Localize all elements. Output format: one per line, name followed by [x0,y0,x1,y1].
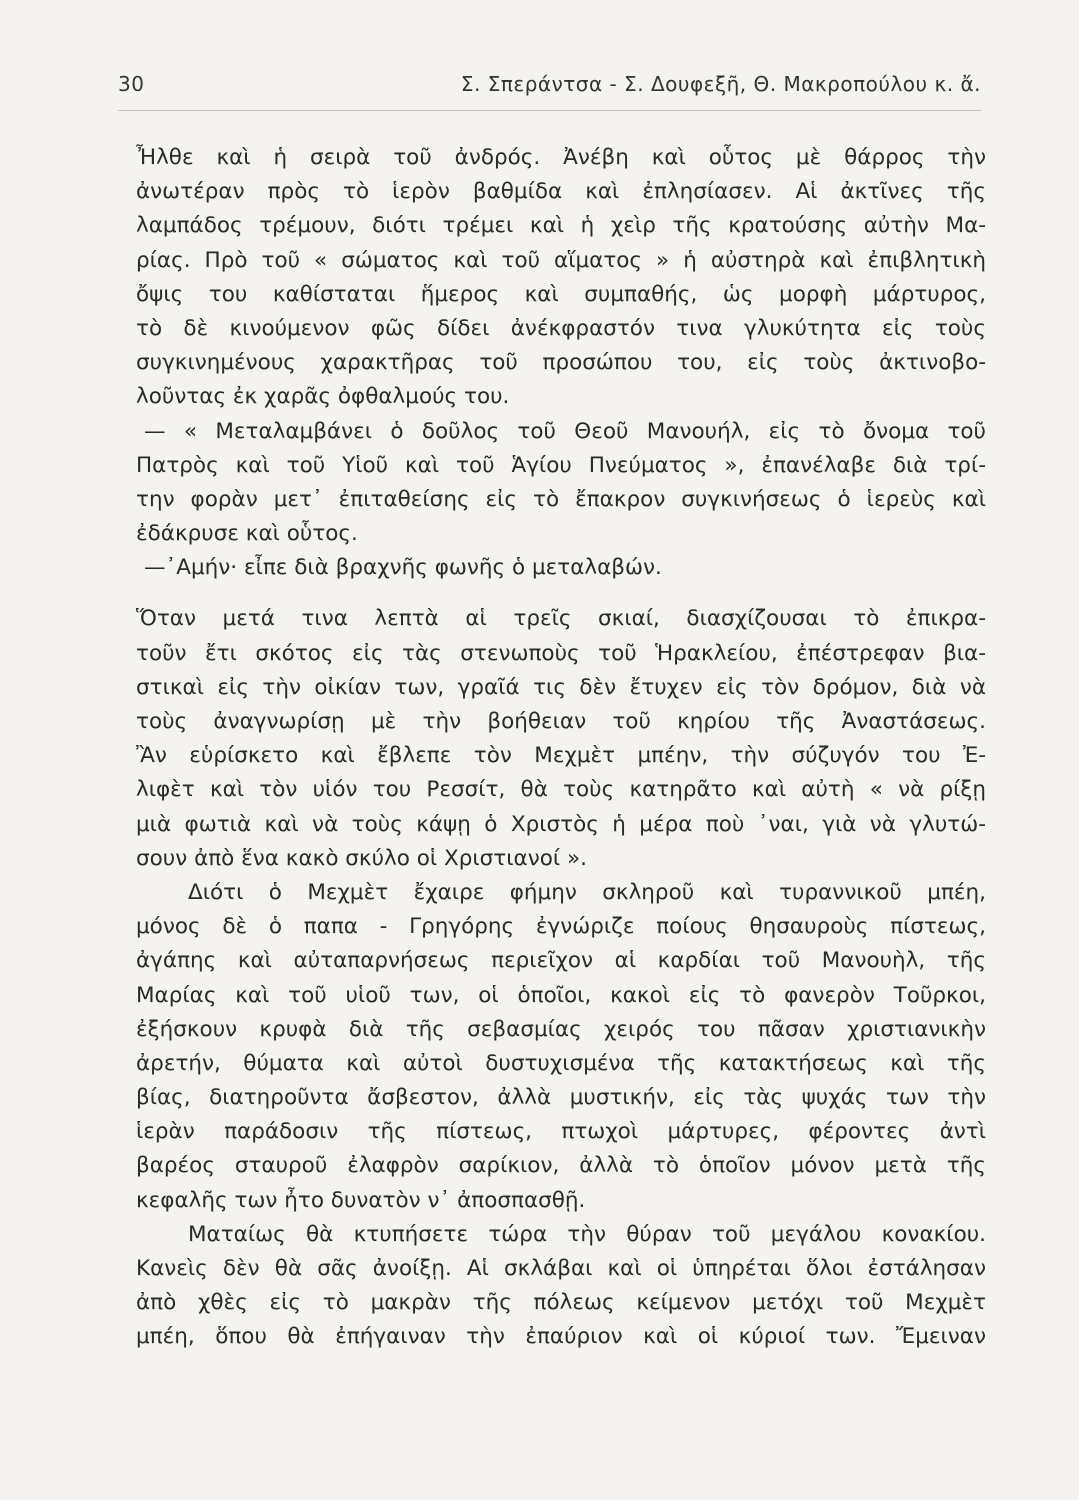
text-line: ἀγάπης καὶ αὐταπαρνήσεως περιεῖχον αἱ καρδίαι τοῦ Μανουὴλ, τῆς [136,948,986,974]
paragraph [136,551,986,585]
header-divider [118,110,981,111]
text-line: ἐδάκρυσε καὶ οὗτος. [136,521,358,547]
paragraph [136,415,986,552]
running-header-title: Σ. Σπεράντσα - Σ. Δουφεξῆ, Θ. Μακροπούλου κ. ἄ. [460,72,981,96]
text-line: Κανεὶς δὲν θὰ σᾶς ἀνοίξῃ. Αἱ σκλάβαι καὶ οἱ ὑπηρέται ὅλοι ἐστάλησαν [136,1256,986,1281]
text-line: Πατρὸς καὶ τοῦ Υἱοῦ καὶ τοῦ Ἁγίου Πνεύματος », ἐπανέλαβε διὰ τρί- [136,452,986,478]
text-line: λιφὲτ καὶ τὸν υἱόν του Ρεσσίτ, θὰ τοὺς κατηρᾶτο καὶ αὐτὴ « νὰ ρίξῃ [136,777,986,803]
text-line: λοῦντας ἐκ χαρᾶς ὀφθαλμούς του. [136,384,510,410]
text-line: Ἦλθε καὶ ἡ σειρὰ τοῦ ἀνδρός. Ἀνέβη καὶ οὗτος μὲ θάρρος τὴν [136,145,986,170]
text-line: βαρέος σταυροῦ ἐλαφρὸν σαρίκιον, ἀλλὰ τὸ ὁποῖον μόνον μετὰ τῆς [136,1153,986,1179]
text-line: τὸ δὲ κινούμενον φῶς δίδει ἀνέκφραστόν τινα γλυκύτητα εἰς τοὺς [136,315,986,341]
page-number: 30 [118,72,145,96]
text-line: ἀρετήν, θύματα καὶ αὐτοὶ δυστυχισμένα τῆς κατακτήσεως καὶ τῆς [136,1050,986,1076]
text-line: ὄψις του καθίσταται ἥμερος καὶ συμπαθής, ὡς μορφὴ μάρτυρος, [136,281,986,307]
text-line: μόνος δὲ ὁ παπα - Γρηγόρης ἐγνώριζε ποίους θησαυροὺς πίστεως, [136,914,986,940]
text-line: λαμπάδος τρέμουν, διότι τρέμει καὶ ἡ χεὶρ τῆς κρατούσης αὐτὴν Μα- [136,213,986,239]
text-line: βίας, διατηροῦντα ἄσβεστον, ἀλλὰ μυστικήν, εἰς τὰς ψυχάς των τὴν [136,1085,986,1111]
text-line: μπέη, ὅπου θὰ ἐπήγαιναν τὴν ἐπαύριον καὶ οἱ κύριοί των. Ἔμειναν [136,1324,986,1350]
body-text [136,141,986,1355]
text-line: ἀπὸ χθὲς εἰς τὸ μακρὰν τῆς πόλεως κείμενον μετόχι τοῦ Μεχμὲτ [136,1290,986,1316]
paragraph [136,602,986,876]
text-line: τοὺς ἀναγνωρίσῃ μὲ τὴν βοήθειαν τοῦ κηρίου τῆς Ἀναστάσεως. [136,709,986,734]
text-line: Ἂν εὑρίσκετο καὶ ἔβλεπε τὸν Μεχμὲτ μπέην, τὴν σύζυγόν του Ἐ- [136,743,986,769]
text-line: Ματαίως θὰ κτυπήσετε τώρα τὴν θύραν τοῦ μεγάλου κονακίου. [188,1221,986,1247]
text-line: ἀνωτέραν πρὸς τὸ ἱερὸν βαθμίδα καὶ ἐπλησίασεν. Αἱ ἀκτῖνες τῆς [136,179,986,205]
text-line: ἱερὰν παράδοσιν τῆς πίστεως, πτωχοὶ μάρτυρες, φέροντες ἀντὶ [136,1119,986,1145]
text-line: Μαρίας καὶ τοῦ υἱοῦ των, οἱ ὁποῖοι, κακοὶ εἰς τὸ φανερὸν Τοῦρκοι, [136,982,986,1008]
text-line: Διότι ὁ Μεχμὲτ ἔχαιρε φήμην σκληροῦ καὶ τυραννικοῦ μπέη, [188,879,986,905]
text-line: την φορὰν μετ᾿ ἐπιταθείσης εἰς τὸ ἔπακρον συγκινήσεως ὁ ἱερεὺς καὶ [136,486,986,512]
paragraph [136,876,986,1218]
text-line: συγκινημένους χαρακτῆρας τοῦ προσώπου του, εἰς τοὺς ἀκτινοβο- [136,350,986,376]
text-line: μιὰ φωτιὰ καὶ νὰ τοὺς κάψῃ ὁ Χριστὸς ἡ μέρα ποὺ ᾿ναι, γιὰ νὰ γλυτώ- [136,811,986,837]
text-line: ρίας. Πρὸ τοῦ « σώματος καὶ τοῦ αἵματος » ἡ αὐστηρὰ καὶ ἐπιβλητικὴ [136,247,986,273]
text-line: τοῦν ἔτι σκότος εἰς τὰς στενωποὺς τοῦ Ἡρακλείου, ἐπέστρεφαν βια- [136,640,986,666]
text-line: ἐξήσκουν κρυφὰ διὰ τῆς σεβασμίας χειρός του πᾶσαν χριστιανικὴν [136,1016,986,1042]
text-line: —᾿Αμήν· εἶπε διὰ βραχνῆς φωνῆς ὁ μεταλαβών. [144,555,662,581]
text-line: κεφαλῆς των ἦτο δυνατὸν ν᾿ ἀποσπασθῇ. [136,1187,586,1213]
running-header [118,72,981,106]
text-line: στικαὶ εἰς τὴν οἰκίαν των, γραῖά τις δὲν ἔτυχεν εἰς τὸν δρόμον, διὰ νὰ [136,674,986,700]
text-line: Ὅταν μετά τινα λεπτὰ αἱ τρεῖς σκιαί, διασχίζουσαι τὸ ἐπικρα- [136,606,986,632]
text-line: — « Μεταλαμβάνει ὁ δοῦλος τοῦ Θεοῦ Μανουήλ, εἰς τὸ ὄνομα τοῦ [144,418,986,444]
paragraph [136,141,986,415]
text-line: σουν ἀπὸ ἕνα κακὸ σκύλο οἱ Χριστιανοί ». [136,845,587,871]
section-gap [136,585,986,602]
paragraph [136,1218,986,1355]
